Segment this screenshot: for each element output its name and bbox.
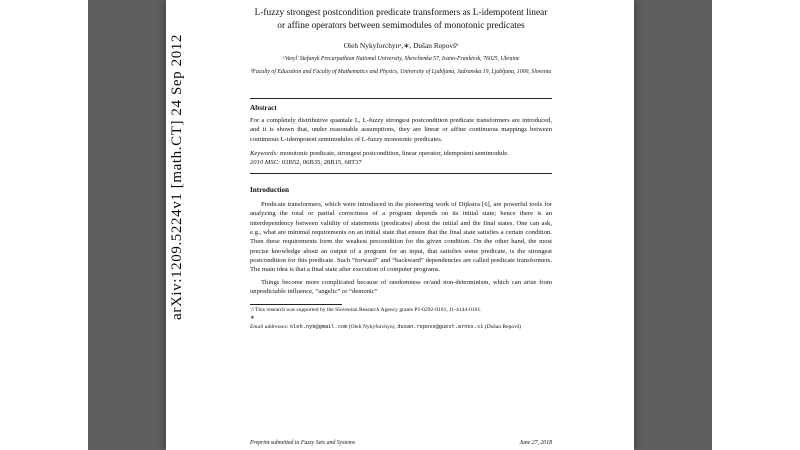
footnote-funding: ☆This research was supported by the Slovenian Research Agency grants P1-0292-0101, J1-4144-0101. [250,306,482,313]
page-title: L-fuzzy strongest postcondition predicate transformers as L-idempotent linear or affine operators between semimodules of monotonic predicates [254,8,548,31]
page-footer [250,440,552,446]
email-link-2[interactable]: dusan.repovs@guest.arnes.si [397,324,484,331]
section-heading-introduction: Introduction [250,185,290,194]
affiliation-a: ᵃVasyl' Stefanyk Precarpathian National University, Shevchenka 57, Ivano-Frankivsk, 76025, Ukraine [282,56,520,63]
footer-date: June 27, 2018 [519,440,552,446]
email-name-1: (Oleh Nykyforchyn), [347,324,396,331]
abstract-heading: Abstract [250,103,277,112]
footnote-corresponding-marker: ∗ [250,315,255,322]
email-name-2: (Dušan Repovš) [483,324,522,331]
affiliation-b: ᵇFaculty of Education and Faculty of Mathematics and Physics, University of Ljubljana, Jadranska 19, Ljubljana, 1000, Slovenia [250,68,552,75]
arxiv-watermark: arXiv:1209.5224v1 [math.CT] 24 Sep 2012 [169,34,185,320]
keywords-text: monotonic predicate, strongest postcondition, linear operator, idempotent semimodule. [279,149,509,157]
footer-journal-note: Preprint submitted to Fuzzy Sets and Systems [250,440,356,446]
abstract-bottom-rule [250,173,552,174]
email-addresses-label: Email addresses: [250,324,290,331]
email-link-1[interactable]: oleh.nyk@gmail.com [289,324,348,331]
paper-content [250,0,552,450]
authors-line: Oleh Nykyforchynᵃ,∗, Dušan Repovšᵇ [343,40,459,50]
msc-label: 2010 MSC: [250,159,282,167]
abstract-section [250,98,552,174]
paper-page [166,0,634,450]
footnote-rule [250,304,342,305]
intro-paragraph-2: Things become more complicated because of randomness or/and non-determinism, which can arise from unpredictable influence, “angelic” or “demonic” [250,278,552,296]
keywords-label: Keywords: [250,149,280,157]
abstract-body: For a completely distributive quantale L, L-fuzzy strongest postcondition predicate transformers are introduced, and it is shown that, under reasonable assumptions, they are linear or affine continuous mappings between continuous L-idempotent semimodules of L-fuzzy monotonic predicates. [250,116,552,143]
footnote-block [250,304,552,332]
msc-line [250,158,552,167]
intro-paragraph-1: Predicate transformers, which were introduced in the pioneering work of Dijkstra [6], are powerful tools for analyzing the total or partial correctness of a program depends on its initial state; hence there is an interdependency between validity of statements (predicates) about the initial and the final states. One can ask, e.g., what are minimal requirements on an initial state that ensure that the final state satisfies a certain condition. Then these requirements form the weakest precondition for the given condition. On the other hand, the most precise knowledge about an output of a program for an input, that satisfies some predicate, is the strongest postcondition for this predicate. Such “forward” and “backward” dependencies are called predicate transformers. The main idea is that a final state after execution of computer programs. [250,200,552,274]
keywords-line [250,149,552,158]
msc-text: 03B52, 06B35, 28B15, 68T37 [281,159,362,167]
footnote-emails [250,324,552,332]
